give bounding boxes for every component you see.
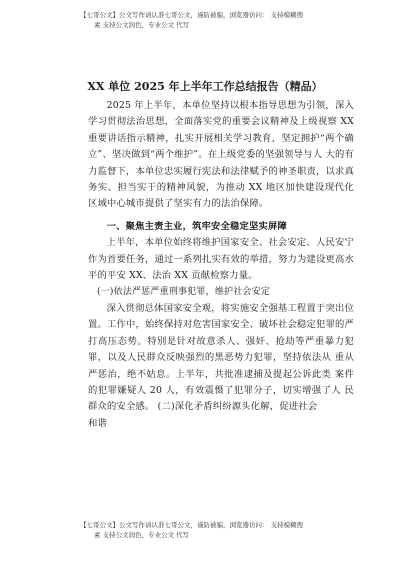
header-banner [80,10,380,30]
footer-banner [80,520,380,540]
tail-text: 和谐 [88,417,107,429]
section-1-paragraph: 上半年，本单位始终将维护国家安全、社会安定、人民安宁作为首要任务，通过一系列扎实有效的举措，努力为建设更高水平的平安 XX、法治 XX 贡献检察力量。 [88,237,354,282]
intro-paragraph: 2025 年上半年，本单位坚持以根本指导思想为引领，深入学习贯彻法治思想，全面落实党的重要会议精神及上级视察 XX 重要讲话指示精神，扎实开展相关学习教育，坚定拥护“两个确立”、坚决做到“两个维护”。在上级党委的坚强领导与人 大的有力监督下，本单位忠实履行宪法和法律赋予的神圣职责，以求真务实、担当实干的精神风貌，为推动 XX 地区加快建设现代化区域中心城市提供了坚实有力的法治保障。 [88,100,354,210]
section-heading-1: 一、聚焦主责主业，筑牢安全稳定坚实屏障 [106,220,288,232]
subsection-1-paragraph: 深入贯彻总体国家安全观，将实施安全强基工程置于突出位置。工作中，始终保持对危害国家安全、破坏社会稳定犯罪的严打高压态势。特别是针对故意杀人、强奸、抢劫等严重暴力犯罪，以及人民群众反映强烈的黑恶势力犯罪，坚持依法从 重从严惩治，绝不姑息。上半年，共批准逮捕及提起公诉此类 案件的犯罪嫌疑人 20 人，有效震慑了犯罪分子，切实增强了人 民群众的安全感。 (二)深化矛盾纠纷源头化解，促进社会 [88,302,354,413]
header-banner-line1: 【七哥公文】公文写作请认准七哥公文，谨防被骗，浏览器访问： 支持模糊搜 [80,11,304,19]
header-banner-line2: 素 支持公文润色，专业公文 代写 [94,21,190,29]
subsection-heading-1: (一)依法严惩严重刑事犯罪，维护社会安定 [97,287,271,298]
footer-banner-line1: 【七哥公文】公文写作请认准七哥公文，谨防被骗，浏览器访问： 支持模糊搜 [80,521,304,529]
document-title: XX 单位 2025 年上半年工作总结报告（精品） [87,80,323,93]
document-body [88,98,354,432]
footer-banner-line2: 素 支持公文润色，专业公文 代写 [94,531,190,539]
